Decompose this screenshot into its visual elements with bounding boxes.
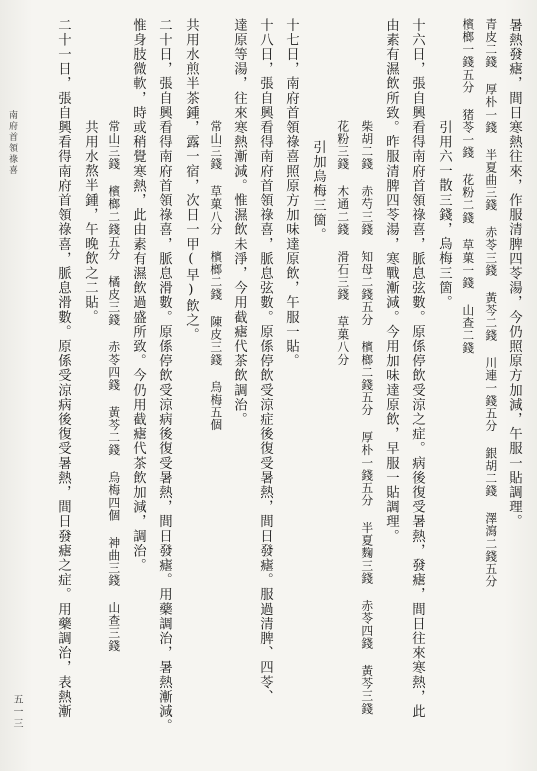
prescription-column: 檳榔一錢五分 猪苓一錢 花粉二錢 草菓一錢 山查二錢 bbox=[460, 18, 475, 355]
text-column: 二十一日，張自興看得南府首領祿喜，脈息滑數。原係受涼病後復受暑熱，間日發瘧之症。用藥調治，表熱漸 bbox=[55, 18, 71, 719]
text-column: 十八日，張自興看得南府首領祿喜，脈息弦數。原係停飲受涼症後復受暑熱，間日發瘧。服過清脾、四苓、 bbox=[257, 18, 273, 705]
text-column: 引加烏梅三箇。 bbox=[310, 140, 326, 243]
text-column: 十六日，張自興看得南府首領祿喜，脈息弦數。原係停飲受涼之症。病後復受暑熱，發瘧，間日往來寒熱，此 bbox=[409, 18, 425, 719]
text-column: 共用水煎半茶鍾，露一宿，次日一甲(早)飲之。 bbox=[183, 18, 199, 343]
text-column: 二十日，張自興看得南府首領祿喜，脈息滑數。原係停飲受涼病後復受暑熱，間日發瘧。用藥調治，暑熱漸減。 bbox=[156, 18, 172, 734]
page-number: 五一三 bbox=[11, 694, 22, 730]
prescription-column: 青皮二錢 厚朴一錢 半夏曲三錢 赤苓三錢 黃芩二錢 川連一錢五分 銀胡二錢 澤瀉二錢五分 bbox=[483, 18, 498, 588]
prescription-column: 常山三錢 檳榔二錢五分 橘皮三錢 赤苓四錢 黃芩二錢 烏梅四個 神曲三錢 山查三錢 bbox=[106, 120, 121, 652]
text-column: 由素有濕飲所致。昨服清脾四苓湯，寒戰漸減。今用加味達原飲，早服一貼調理。 bbox=[383, 18, 399, 544]
text-column: 達原等湯，往來寒熱漸減。惟濕飲未淨，今用截瘧代茶飲調治。 bbox=[231, 18, 247, 427]
text-column: 暑熱發瘧，間日寒熱往來，作服清脾四苓湯，今仍照原方加減，午服一貼調理。 bbox=[506, 18, 522, 529]
running-title: 南府首領祿喜 bbox=[7, 110, 17, 176]
prescription-column: 花粉三錢 木通二錢 滑石三錢 草菓八分 bbox=[335, 120, 350, 366]
prescription-column: 常山三錢 草菓八分 檳榔二錢 陳皮三錢 烏梅五個 bbox=[208, 120, 223, 432]
prescription-column: 柴胡二錢 赤芍三錢 知母二錢五分 檳榔二錢五分 厚朴一錢五分 半夏麴三錢 赤苓四錢 黃芩三錢 bbox=[359, 120, 374, 715]
text-column: 引用六一散三錢，烏梅三箇。 bbox=[436, 120, 452, 310]
text-column: 惟身肢微軟，時或稍覺寒熱，此由素有濕飲過盛所致。今仍用截瘧代茶飲加減，調治。 bbox=[130, 18, 146, 573]
text-column: 十七日，南府首領祿喜照原方加味達原飲，午服一貼。 bbox=[283, 18, 299, 369]
text-column: 共用水熬半鍾，午晚飲之二貼。 bbox=[82, 120, 98, 325]
